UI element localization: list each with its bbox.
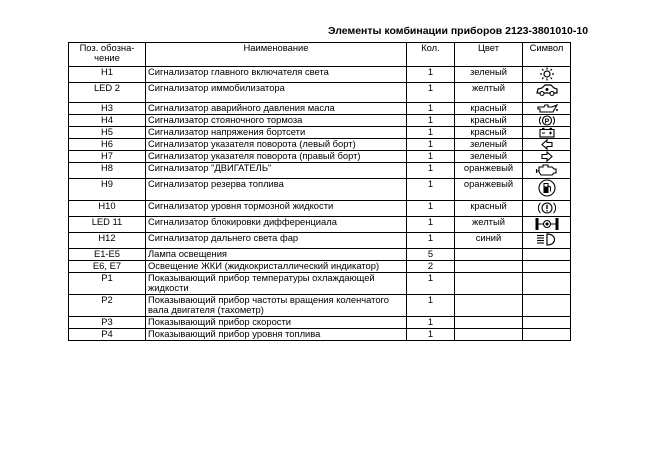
cell-name: Сигнализатор иммобилизатора (146, 83, 407, 103)
header-color: Цвет (455, 43, 523, 67)
cell-color: красный (455, 115, 523, 127)
cell-qty: 1 (407, 115, 455, 127)
cell-symbol (523, 179, 571, 201)
arrow-right-icon (540, 151, 554, 162)
cell-qty: 1 (407, 179, 455, 201)
document-title: Элементы комбинации приборов 2123-3801010-10 (328, 25, 589, 37)
cell-symbol (523, 217, 571, 233)
cell-color: синий (455, 233, 523, 249)
cell-pos: E6, E7 (69, 261, 146, 273)
cell-color: желтый (455, 83, 523, 103)
battery-icon (538, 127, 556, 138)
cell-qty: 1 (407, 103, 455, 115)
cell-qty: 1 (407, 217, 455, 233)
parking-brake-icon (538, 115, 556, 126)
cell-pos: P2 (69, 295, 146, 317)
table-row (69, 67, 571, 83)
table-row (69, 163, 571, 179)
table-row (69, 127, 571, 139)
cell-pos: P4 (69, 329, 146, 341)
diff-lock-icon (534, 217, 560, 231)
cell-name: Сигнализатор указателя поворота (правый борт) (146, 151, 407, 163)
cell-color (455, 317, 523, 329)
cell-color: зеленый (455, 139, 523, 151)
cell-symbol (523, 295, 571, 317)
cell-symbol (523, 249, 571, 261)
cell-color: красный (455, 201, 523, 217)
cell-qty: 1 (407, 67, 455, 83)
cell-name: Сигнализатор дальнего света фар (146, 233, 407, 249)
svg-text:P: P (544, 118, 549, 126)
table-row (69, 151, 571, 163)
cell-color: оранжевый (455, 163, 523, 179)
cell-name: Сигнализатор уровня тормозной жидкости (146, 201, 407, 217)
cell-pos: H7 (69, 151, 146, 163)
cell-qty: 1 (407, 151, 455, 163)
cell-symbol (523, 261, 571, 273)
header-pos: Поз. обозна-чение (69, 43, 146, 67)
cell-qty: 1 (407, 317, 455, 329)
table-row (69, 115, 571, 127)
cell-name: Сигнализатор аварийного давления масла (146, 103, 407, 115)
cell-qty: 1 (407, 295, 455, 317)
cell-pos: LED 11 (69, 217, 146, 233)
cell-name: Показывающий прибор частоты вращения коленчатого вала двигателя (тахометр) (146, 295, 407, 317)
cell-qty: 1 (407, 139, 455, 151)
cell-name: Сигнализатор указателя поворота (левый борт) (146, 139, 407, 151)
table-row (69, 295, 571, 317)
cell-color: красный (455, 103, 523, 115)
cell-qty: 1 (407, 329, 455, 341)
brake-warning-icon (537, 201, 557, 215)
cell-pos: H8 (69, 163, 146, 179)
cell-pos: P1 (69, 273, 146, 295)
cell-color (455, 273, 523, 295)
table-row (69, 249, 571, 261)
cell-color (455, 249, 523, 261)
cell-symbol (523, 115, 571, 127)
cell-symbol (523, 103, 571, 115)
cell-symbol (523, 317, 571, 329)
cell-symbol (523, 163, 571, 179)
cell-pos: P3 (69, 317, 146, 329)
table-row (69, 83, 571, 103)
cell-qty: 5 (407, 249, 455, 261)
cell-symbol (523, 151, 571, 163)
cell-pos: H6 (69, 139, 146, 151)
cell-pos: H1 (69, 67, 146, 83)
header-name: Наименование (146, 43, 407, 67)
table-row (69, 329, 571, 341)
table-row (69, 201, 571, 217)
cell-symbol (523, 139, 571, 151)
cell-color (455, 329, 523, 341)
table-row (69, 273, 571, 295)
table-row (69, 217, 571, 233)
table-row (69, 261, 571, 273)
cell-pos: H12 (69, 233, 146, 249)
cell-qty: 2 (407, 261, 455, 273)
table-row (69, 317, 571, 329)
header-symbol: Символ (523, 43, 571, 67)
cell-name: Показывающий прибор уровня топлива (146, 329, 407, 341)
cell-color: зеленый (455, 67, 523, 83)
oil-can-icon (535, 103, 559, 114)
cell-color: зеленый (455, 151, 523, 163)
cell-name: Сигнализатор блокировки дифференциала (146, 217, 407, 233)
cell-qty: 1 (407, 83, 455, 103)
cell-symbol (523, 329, 571, 341)
table-header-row (69, 43, 571, 67)
cell-color: оранжевый (455, 179, 523, 201)
cell-symbol (523, 67, 571, 83)
cell-symbol (523, 273, 571, 295)
cell-name: Сигнализатор стояночного тормоза (146, 115, 407, 127)
cell-name: Сигнализатор "ДВИГАТЕЛЬ" (146, 163, 407, 179)
cell-name: Показывающий прибор температуры охлаждающей жидкости (146, 273, 407, 295)
cell-name: Показывающий прибор скорости (146, 317, 407, 329)
cell-name: Сигнализатор напряжения бортсети (146, 127, 407, 139)
cell-color (455, 261, 523, 273)
header-qty: Кол. (407, 43, 455, 67)
sun-light-icon (538, 67, 556, 81)
fuel-pump-icon (538, 179, 556, 197)
cell-name: Сигнализатор резерва топлива (146, 179, 407, 201)
cell-symbol (523, 233, 571, 249)
components-table (68, 42, 571, 341)
table-row (69, 179, 571, 201)
cell-name: Сигнализатор главного включателя света (146, 67, 407, 83)
cell-pos: LED 2 (69, 83, 146, 103)
cell-qty: 1 (407, 201, 455, 217)
cell-pos: H10 (69, 201, 146, 217)
cell-symbol (523, 201, 571, 217)
car-key-icon (535, 83, 559, 97)
cell-pos: E1-E5 (69, 249, 146, 261)
cell-qty: 1 (407, 273, 455, 295)
cell-pos: H5 (69, 127, 146, 139)
table-row (69, 233, 571, 249)
cell-qty: 1 (407, 163, 455, 179)
cell-color: красный (455, 127, 523, 139)
high-beam-icon (535, 233, 559, 246)
cell-qty: 1 (407, 127, 455, 139)
cell-color (455, 295, 523, 317)
cell-pos: H9 (69, 179, 146, 201)
cell-symbol (523, 83, 571, 103)
table-row (69, 139, 571, 151)
cell-name: Лампа освещения (146, 249, 407, 261)
engine-icon (535, 163, 559, 176)
cell-pos: H3 (69, 103, 146, 115)
cell-name: Освещение ЖКИ (жидкокристаллический индикатор) (146, 261, 407, 273)
cell-qty: 1 (407, 233, 455, 249)
cell-pos: H4 (69, 115, 146, 127)
cell-color: желтый (455, 217, 523, 233)
table-row (69, 103, 571, 115)
arrow-left-icon (540, 139, 554, 150)
cell-symbol (523, 127, 571, 139)
